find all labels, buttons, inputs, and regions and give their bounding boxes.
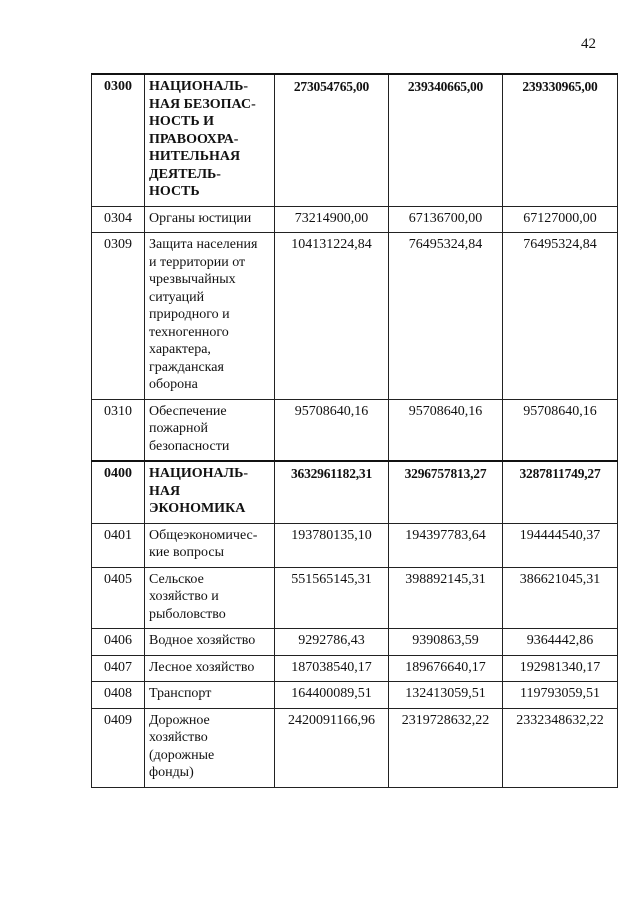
row-name-line: гражданская xyxy=(149,359,224,375)
row-amount-1: 73214900,00 xyxy=(275,206,389,233)
row-name xyxy=(145,523,275,567)
row-name xyxy=(145,461,275,523)
row-name-line: безопасности xyxy=(149,438,230,454)
row-amount-3: 9364442,86 xyxy=(503,629,618,656)
row-name-line: хозяйство и xyxy=(149,589,219,604)
row-amount-2: 239340665,00 xyxy=(389,74,503,206)
row-amount-3: 3287811749,27 xyxy=(503,461,618,523)
row-code: 0406 xyxy=(92,629,145,656)
table-row xyxy=(92,523,618,567)
row-name-line: характера, xyxy=(149,342,211,357)
row-name-line: Дорожное xyxy=(149,712,210,728)
row-amount-2: 132413059,51 xyxy=(389,682,503,709)
row-amount-3: 95708640,16 xyxy=(503,399,618,461)
row-name xyxy=(145,655,275,682)
row-amount-3: 386621045,31 xyxy=(503,567,618,629)
row-amount-3: 119793059,51 xyxy=(503,682,618,709)
row-name-line: техногенного xyxy=(149,324,229,340)
row-amount-3: 76495324,84 xyxy=(503,233,618,400)
row-name xyxy=(145,567,275,629)
row-name-line: Сельское xyxy=(149,571,204,587)
row-code: 0408 xyxy=(92,682,145,709)
row-amount-2: 398892145,31 xyxy=(389,567,503,629)
row-name xyxy=(145,206,275,233)
row-amount-3: 67127000,00 xyxy=(503,206,618,233)
table-row xyxy=(92,655,618,682)
table-row xyxy=(92,567,618,629)
row-name xyxy=(145,233,275,400)
row-name-line: НОСТЬ xyxy=(149,184,200,199)
row-amount-1: 273054765,00 xyxy=(275,74,389,206)
row-amount-3: 2332348632,22 xyxy=(503,708,618,787)
row-code: 0409 xyxy=(92,708,145,787)
row-amount-2: 189676640,17 xyxy=(389,655,503,682)
row-amount-3: 194444540,37 xyxy=(503,523,618,567)
table-row xyxy=(92,682,618,709)
row-amount-1: 95708640,16 xyxy=(275,399,389,461)
row-name-line: чрезвычайных xyxy=(149,272,236,287)
row-amount-2: 9390863,59 xyxy=(389,629,503,656)
row-amount-1: 187038540,17 xyxy=(275,655,389,682)
row-amount-1: 193780135,10 xyxy=(275,523,389,567)
row-name-line: Лесное хозяйство xyxy=(149,659,255,675)
row-name-line: рыболовство xyxy=(149,606,226,622)
row-name-line: ситуаций xyxy=(149,289,205,305)
table-row xyxy=(92,233,618,400)
row-name-line: ПРАВООХРА- xyxy=(149,131,239,147)
row-name-line: НИТЕЛЬНАЯ xyxy=(149,149,241,164)
row-amount-2: 76495324,84 xyxy=(389,233,503,400)
table-row xyxy=(92,206,618,233)
row-amount-3: 239330965,00 xyxy=(503,74,618,206)
table-row xyxy=(92,399,618,461)
row-name-line: НАЯ БЕЗОПАС- xyxy=(149,96,256,112)
row-name-line: (дорожные xyxy=(149,747,215,763)
row-name-line: хозяйство xyxy=(149,730,208,745)
row-name xyxy=(145,74,275,206)
row-name xyxy=(145,708,275,787)
row-amount-1: 2420091166,96 xyxy=(275,708,389,787)
row-name-line: НАЦИОНАЛЬ- xyxy=(149,466,249,481)
row-name-line: и территории от xyxy=(149,254,246,270)
row-amount-1: 164400089,51 xyxy=(275,682,389,709)
budget-table-body xyxy=(92,74,618,787)
row-code: 0310 xyxy=(92,399,145,461)
row-name-line: пожарной xyxy=(149,421,209,436)
row-name-line: НОСТЬ И xyxy=(149,114,215,129)
row-name-line: ЭКОНОМИКА xyxy=(149,501,246,516)
row-amount-1: 9292786,43 xyxy=(275,629,389,656)
row-name-line: фонды) xyxy=(149,765,194,780)
row-amount-3: 192981340,17 xyxy=(503,655,618,682)
row-code: 0300 xyxy=(92,74,145,206)
row-code: 0401 xyxy=(92,523,145,567)
row-name-line: Транспорт xyxy=(149,686,212,701)
table-row xyxy=(92,708,618,787)
row-amount-1: 551565145,31 xyxy=(275,567,389,629)
row-name-line: природного и xyxy=(149,307,230,322)
row-code: 0407 xyxy=(92,655,145,682)
row-amount-2: 2319728632,22 xyxy=(389,708,503,787)
row-code: 0309 xyxy=(92,233,145,400)
row-name xyxy=(145,682,275,709)
row-name-line: НАЯ xyxy=(149,483,181,499)
table-row xyxy=(92,629,618,656)
row-name-line: Водное хозяйство xyxy=(149,633,256,648)
row-name-line: Защита населения xyxy=(149,237,258,252)
row-name xyxy=(145,629,275,656)
section-row xyxy=(92,74,618,206)
row-amount-2: 95708640,16 xyxy=(389,399,503,461)
row-amount-1: 104131224,84 xyxy=(275,233,389,400)
row-name-line: Общеэкономичес- xyxy=(149,527,258,543)
row-code: 0405 xyxy=(92,567,145,629)
row-name-line: ДЕЯТЕЛЬ- xyxy=(149,166,221,182)
row-name-line: НАЦИОНАЛЬ- xyxy=(149,79,249,94)
row-name-line: оборона xyxy=(149,377,198,392)
budget-table xyxy=(91,73,618,788)
row-code: 0400 xyxy=(92,461,145,523)
section-row xyxy=(92,461,618,523)
row-code: 0304 xyxy=(92,206,145,233)
row-name-line: Обеспечение xyxy=(149,403,227,419)
row-name-line: Органы юстиции xyxy=(149,210,252,226)
row-amount-2: 3296757813,27 xyxy=(389,461,503,523)
row-amount-2: 67136700,00 xyxy=(389,206,503,233)
row-amount-1: 3632961182,31 xyxy=(275,461,389,523)
row-amount-2: 194397783,64 xyxy=(389,523,503,567)
page-number: 42 xyxy=(581,36,596,52)
row-name xyxy=(145,399,275,461)
row-name-line: кие вопросы xyxy=(149,545,224,560)
